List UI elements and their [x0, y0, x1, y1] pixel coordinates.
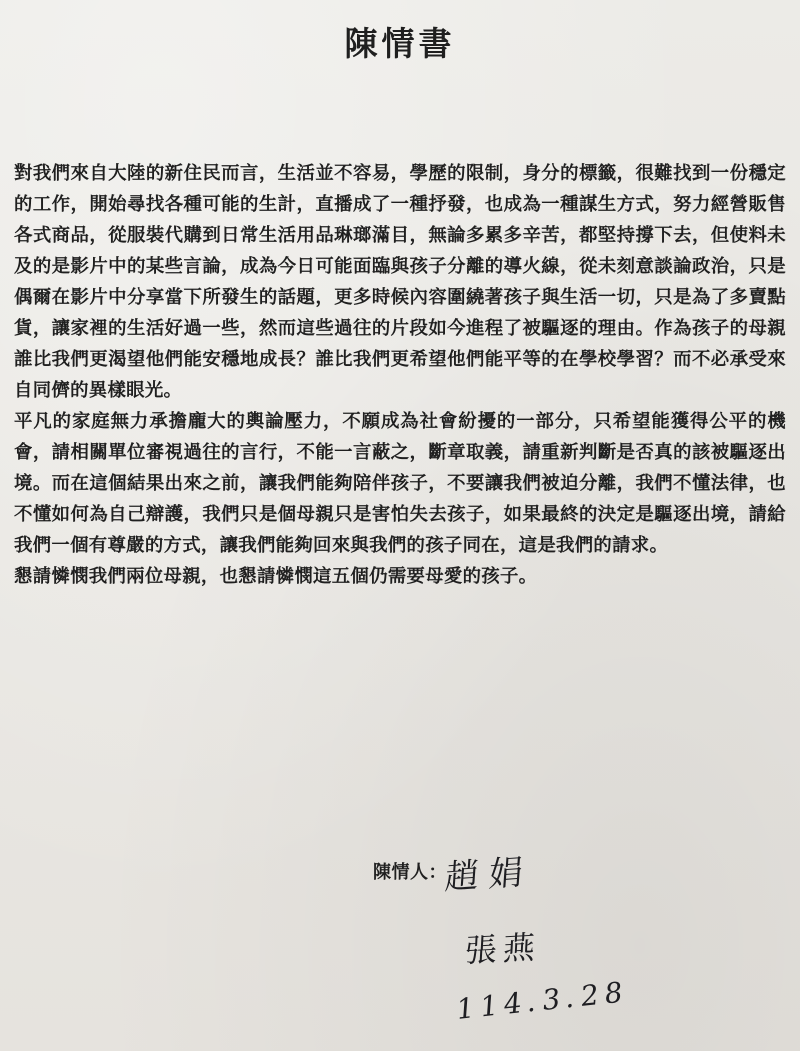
paragraph-2: 平凡的家庭無力承擔龐大的輿論壓力，不願成為社會紛擾的一部分，只希望能獲得公平的機會，請相關單位審視過往的言行，不能一言蔽之，斷章取義，請重新判斷是否真的該被驅逐出境。而在這個結果出來之前，讓我們能夠陪伴孩子，不要讓我們被迫分離，我們不懂法律，也不懂如何為自己辯護，我們只是個母親只是害怕失去孩子，如果最終的決定是驅逐出境，請給我們一個有尊嚴的方式，讓我們能夠回來與我們的孩子同在，這是我們的請求。 — [14, 411, 786, 556]
handwritten-signature-1: 趙娟 — [443, 851, 535, 899]
petitioner-label: 陳情人： — [373, 862, 447, 883]
paragraph-3: 懇請憐憫我們兩位母親，也懇請憐憫這五個仍需要母愛的孩子。 — [14, 566, 538, 587]
paragraph-1: 對我們來自大陸的新住民而言，生活並不容易，學歷的限制，身分的標籤，很難找到一份穩定的工作，開始尋找各種可能的生計，直播成了一種抒發，也成為一種謀生方式，努力經營販售各式商品，從服裝代購到日常生活用品琳瑯滿目，無論多累多辛苦，都堅持撐下去，但使料未及的是影片中的某些言論，成為今日可能面臨與孩子分離的導火線，從未刻意談論政治，只是偶爾在影片中分享當下所發生的話題，更多時候內容圍繞著孩子與生活一切，只是為了多賣點貨，讓家裡的生活好過一些，然而這些過往的片段如今進程了被驅逐的理由。作為孩子的母親誰比我們更渴望他們能安穩地成長？誰比我們更希望他們能平等的在學校學習？而不必承受來自同儕的異樣眼光。 — [14, 163, 786, 401]
document-title: 陳情書 — [344, 24, 456, 63]
handwritten-date: 114.3.28 — [455, 974, 630, 1027]
document-body — [14, 158, 786, 592]
handwritten-signature-2: 張燕 — [463, 927, 542, 971]
